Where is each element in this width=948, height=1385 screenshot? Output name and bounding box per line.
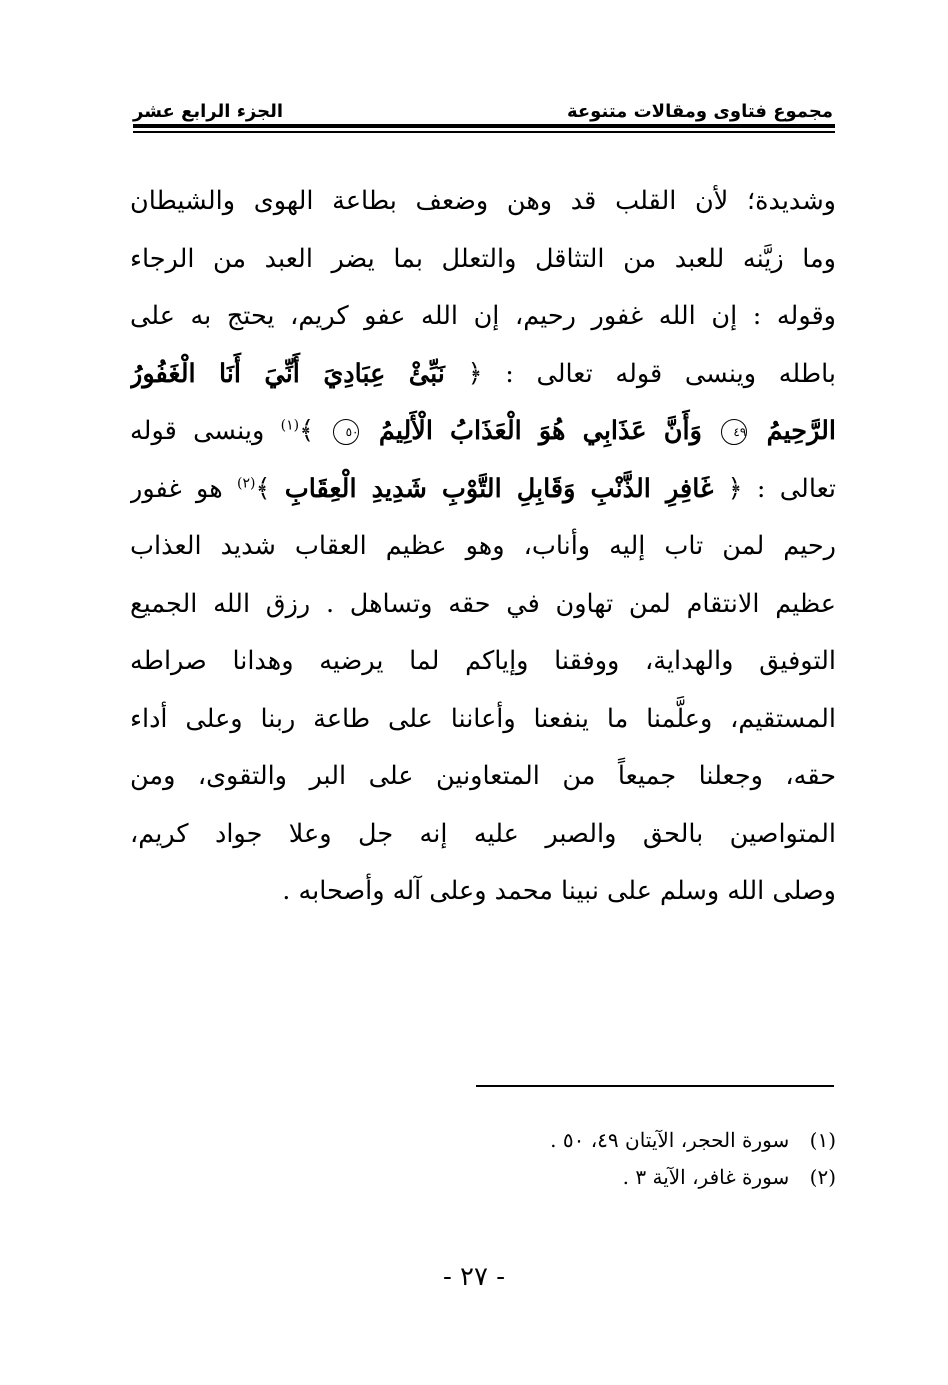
body-line-9: التوفيق والهداية، ووفقنا وإياكم لما يرضيه وهدانا صراطه — [130, 646, 836, 676]
body-line-6-tail: هو غفور — [130, 473, 223, 504]
body-line-8: عظيم الانتقام لمن تهاون في حقه وتساهل . رزق الله الجميع — [130, 588, 836, 619]
footnote-number: (٢) — [809, 1165, 836, 1189]
ornate-bracket-close: ﴾ — [255, 473, 271, 504]
footnote-ref-1: (١) — [280, 417, 300, 434]
footnote-2 — [300, 1159, 836, 1196]
footnote-text: سورة الحجر، الآيتان ٤٩، ٥٠ . — [550, 1128, 790, 1152]
quran-verse-hijr: نَبِّئْ عِبَادِيَ أَنِّيَ أَنَا الْغَفُورُ — [130, 358, 445, 389]
body-line-11: حقه، وجعلنا جميعاً من المتعاونين على البر والتقوى، ومن — [130, 761, 836, 791]
body-line-3: وقوله : إن الله غفور رحيم، إن الله عفو كريم، يحتج به على — [130, 301, 836, 331]
footnote-ref-2: (٢) — [236, 475, 256, 491]
ornate-bracket-close: ﴾ — [299, 416, 315, 446]
body-line-7: رحيم لمن تاب إليه وأناب، وهو عظيم العقاب شديد العذاب — [130, 531, 836, 561]
ornate-bracket-open: ﴿ — [467, 358, 483, 389]
header-rule-thick — [133, 124, 835, 128]
body-line-1: وشديدة؛ لأن القلب قد وهن وضعف بطاعة الهوى والشيطان — [130, 186, 836, 216]
body-line-4 — [130, 346, 836, 404]
body-line-12: المتواصين بالحق والصبر عليه إنه جل وعلا جواد كريم، — [130, 818, 836, 849]
body-line-5 — [130, 403, 836, 461]
footnotes — [300, 1122, 836, 1196]
footnote-text: سورة غافر، الآية ٣ . — [622, 1165, 790, 1189]
body-line-5-text: وينسى قوله — [130, 416, 265, 446]
quran-verse-hijr-cont: الرَّحِيمُ — [766, 416, 836, 446]
page-number: - ٢٧ - — [442, 1262, 506, 1292]
footnote-1 — [300, 1122, 836, 1159]
quran-verse-hijr-50: وَأَنَّ عَذَابِي هُوَ الْعَذَابُ الْأَلِيمُ — [378, 416, 702, 446]
body-line-4-text: باطله وينسى قوله تعالى : — [505, 358, 836, 389]
body-line-13: وصلى الله وسلم على نبينا محمد وعلى آله وأصحابه . — [282, 876, 836, 906]
volume-label: الجزء الرابع عشر — [133, 101, 283, 122]
quran-verse-ghafir: غَافِرِ الذَّنْبِ وَقَابِلِ التَّوْبِ شَدِيدِ الْعِقَابِ — [284, 473, 714, 504]
ornate-bracket-open: ﴿ — [727, 473, 743, 504]
verse-number-marker: ٥٠ — [333, 419, 359, 445]
header-rule-thin — [133, 131, 835, 133]
body-line-10: المستقيم، وعلَّمنا ما ينفعنا وأعاننا على طاعة ربنا وعلى أداء — [130, 703, 836, 734]
running-header — [133, 88, 833, 122]
body-line-2: وما زيَّنه للعبد من التثاقل والتعلل بما يضر العبد من الرجاء — [130, 243, 836, 274]
body-line-6-text: تعالى : — [756, 473, 836, 504]
body-line-6 — [130, 461, 836, 519]
verse-number-marker: ٤٩ — [721, 419, 747, 445]
footnote-separator — [476, 1085, 834, 1087]
footnote-number: (١) — [809, 1128, 836, 1152]
body-text — [130, 173, 836, 921]
book-title: مجموع فتاوى ومقالات متنوعة — [566, 101, 833, 122]
